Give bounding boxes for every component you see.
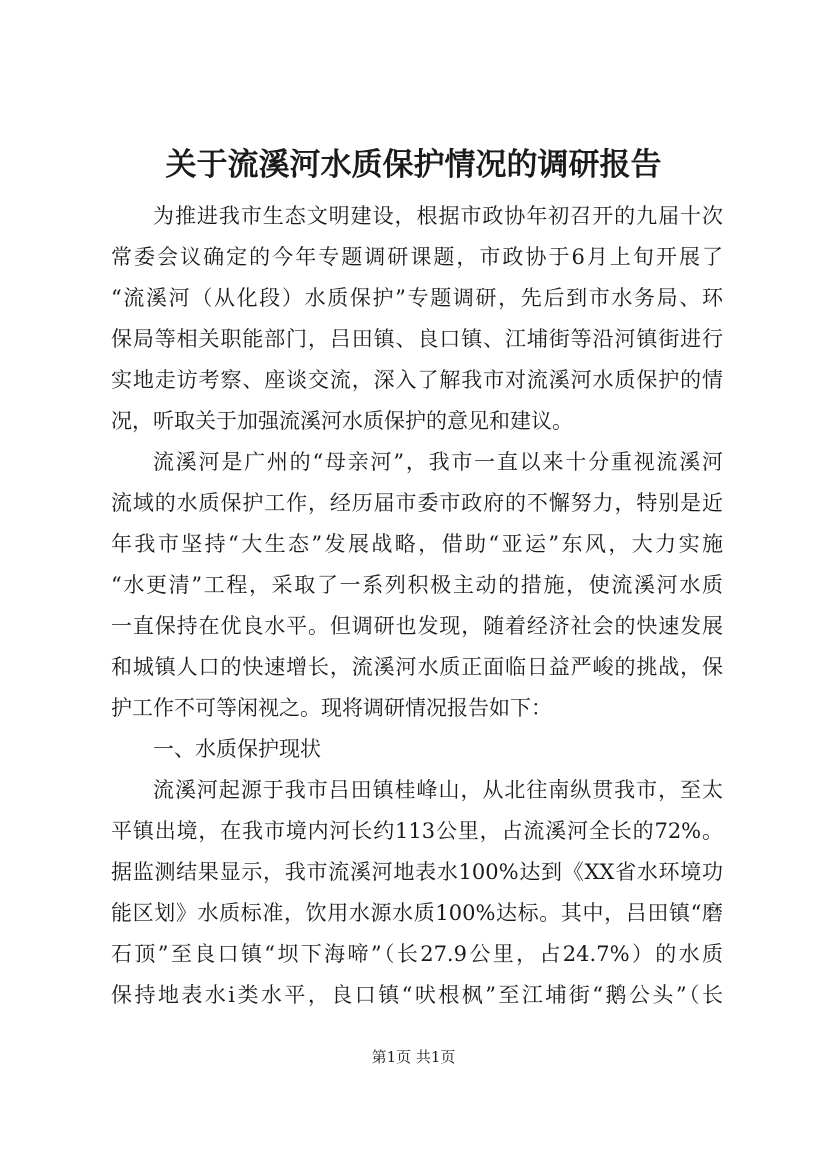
- paragraph-line: 平镇出境，在我市境内河长约113公里，占流溪河全长的72%。: [111, 819, 723, 843]
- paragraph-line: 常委会议确定的今年专题调研课题，市政协于6月上旬开展了: [111, 245, 723, 269]
- paragraph-line: 保局等相关职能部门，吕田镇、良口镇、江埔街等沿河镇街进行: [111, 327, 723, 351]
- paragraph-line: 流域的水质保护工作，经历届市委市政府的不懈努力，特别是近: [111, 491, 723, 515]
- paragraph-line: 保持地表水ⅰ类水平，良口镇“吠根枫”至江埔街“鹅公头”（长: [111, 983, 723, 1007]
- paragraph-line: 流溪河是广州的“母亲河”，我市一直以来十分重视流溪河: [153, 450, 723, 474]
- document-title: 关于流溪河水质保护情况的调研报告: [165, 147, 662, 183]
- paragraph-line: 护工作不可等闲视之。现将调研情况报告如下：: [111, 696, 552, 720]
- section-heading: 一、水质保护现状: [153, 737, 321, 761]
- paragraph-line: 一直保持在优良水平。但调研也发现，随着经济社会的快速发展: [111, 614, 723, 638]
- paragraph-line: “流溪河（从化段）水质保护”专题调研，先后到市水务局、环: [111, 286, 723, 310]
- page-number: 第1页 共1页: [371, 1048, 456, 1066]
- paragraph-line: 为推进我市生态文明建设，根据市政协年初召开的九届十次: [153, 204, 723, 228]
- paragraph-line: “水更清”工程，采取了一系列积极主动的措施，使流溪河水质: [111, 573, 723, 597]
- paragraph-line: 能区划》水质标准，饮用水源水质100%达标。其中，吕田镇“磨: [111, 901, 723, 925]
- paragraph-line: 况，听取关于加强流溪河水质保护的意见和建议。: [111, 409, 573, 433]
- paragraph-line: 实地走访考察、座谈交流，深入了解我市对流溪河水质保护的情: [111, 368, 723, 392]
- paragraph-line: 石顶”至良口镇“坝下海啼”（长27.9公里，占24.7%）的水质: [111, 942, 723, 966]
- paragraph-line: 和城镇人口的快速增长，流溪河水质正面临日益严峻的挑战，保: [111, 655, 723, 679]
- document-body: [111, 196, 723, 1016]
- paragraph-line: 年我市坚持“大生态”发展战略，借助“亚运”东风，大力实施: [111, 532, 723, 556]
- paragraph-line: 据监测结果显示，我市流溪河地表水100%达到《XX省水环境功: [111, 860, 723, 884]
- paragraph-line: 流溪河起源于我市吕田镇桂峰山，从北往南纵贯我市，至太: [153, 778, 723, 802]
